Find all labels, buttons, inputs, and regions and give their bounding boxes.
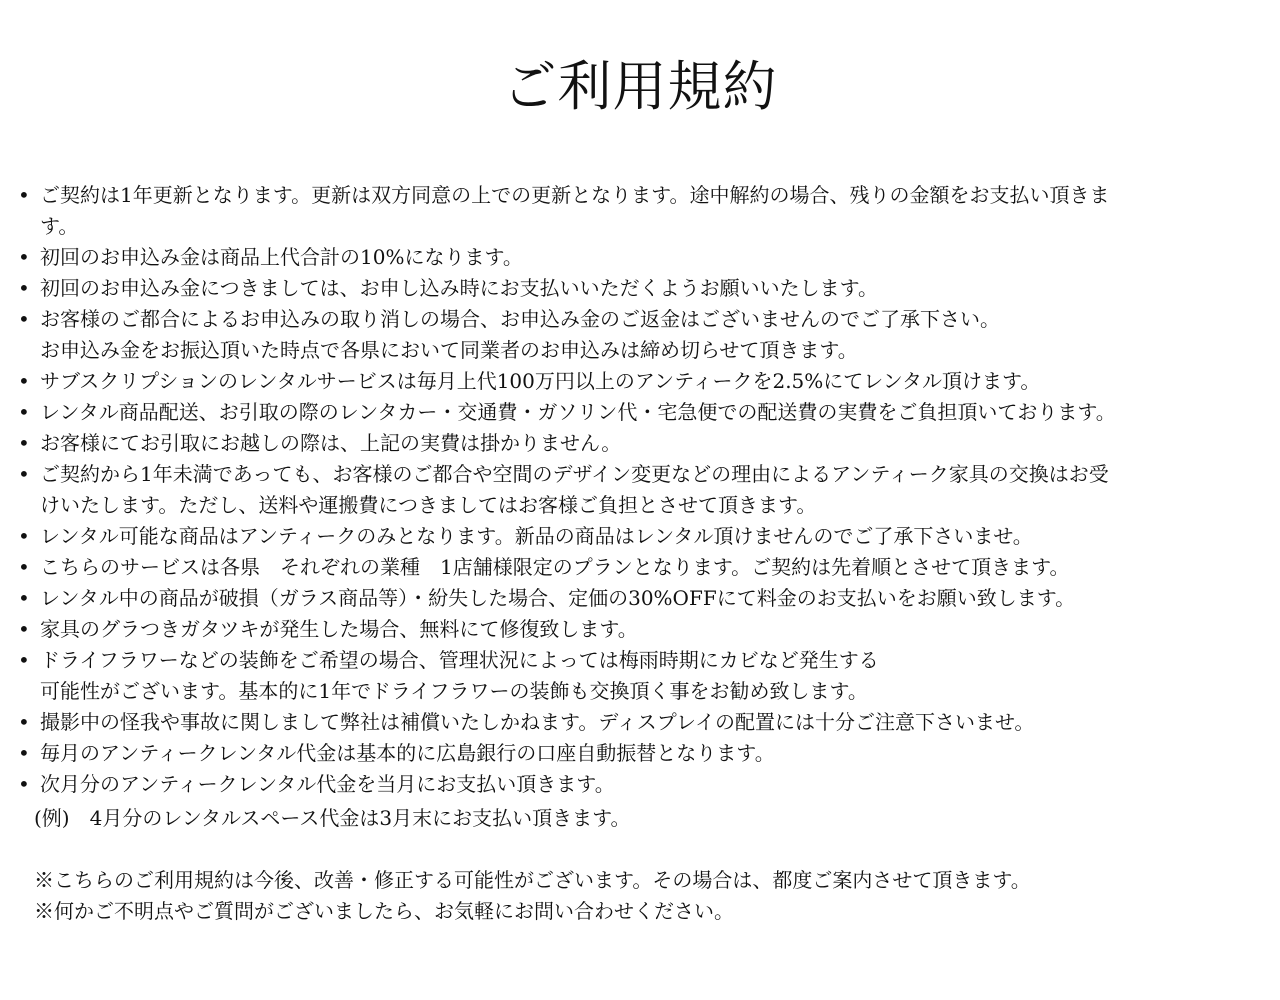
term-line: レンタル商品配送、お引取の際のレンタカー・交通費・ガソリン代・宅急便での配送費の実費をご負担頂いております。 (40, 400, 1116, 424)
term-line: お客様にてお引取にお越しの際は、上記の実費は掛かりません。 (40, 431, 622, 455)
bullet-icon: • (18, 741, 30, 765)
bullet-icon: • (18, 524, 30, 548)
term-line: 撮影中の怪我や事故に関しまして弊社は補償いたしかねます。ディスプレイの配置には十分ご注意下さいませ。 (40, 710, 1035, 734)
term-line: 初回のお申込み金は商品上代合計の10%になります。 (40, 245, 523, 269)
payment-example: (例) 4月分のレンタルスペース代金は3月末にお支払い頂きます。 (34, 806, 631, 830)
term-line: レンタル可能な商品はアンティークのみとなります。新品の商品はレンタル頂けませんのでご了承下さいませ。 (40, 524, 1033, 548)
bullet-icon: • (18, 772, 30, 796)
term-line: ドライフラワーなどの装飾をご希望の場合、管理状況によっては梅雨時期にカビなど発生する (40, 648, 879, 672)
bullet-icon: • (18, 710, 30, 734)
bullet-icon: • (18, 400, 30, 424)
term-line: 家具のグラつきガタツキが発生した場合、無料にて修復致します。 (40, 617, 638, 641)
term-item (14, 304, 1264, 366)
bullet-icon: • (18, 462, 30, 486)
bullet-icon: • (18, 369, 30, 393)
term-item (14, 738, 1264, 769)
bullet-icon: • (18, 245, 30, 269)
term-item (14, 428, 1264, 459)
bullet-icon: • (18, 307, 30, 331)
page-title: ご利用規約 (502, 55, 778, 118)
term-line: 初回のお申込み金につきましては、お申し込み時にお支払いいただくようお願いいたします。 (40, 276, 878, 300)
term-line: 次月分のアンティークレンタル代金を当月にお支払い頂きます。 (40, 772, 615, 796)
term-line: 可能性がございます。基本的に1年でドライフラワーの装飾も交換頂く事をお勧め致します。 (40, 679, 868, 703)
term-line: サブスクリプションのレンタルサービスは毎月上代100万円以上のアンティークを2.5%にてレンタル頂けます。 (40, 369, 1041, 393)
term-item (14, 552, 1264, 583)
term-item (14, 273, 1264, 304)
bullet-icon: • (18, 648, 30, 672)
bullet-icon: • (18, 617, 30, 641)
term-line: 毎月のアンティークレンタル代金は基本的に広島銀行の口座自動振替となります。 (40, 741, 775, 765)
bullet-icon: • (18, 183, 30, 207)
terms-list (14, 180, 1264, 800)
term-item (14, 242, 1264, 273)
term-line: ご契約から1年未満であっても、お客様のご都合や空間のデザイン変更などの理由によるアンティーク家具の交換はお受 (40, 462, 1109, 486)
term-line: こちらのサービスは各県 それぞれの業種 1店舗様限定のプランとなります。ご契約は先着順とさせて頂きます。 (40, 555, 1070, 579)
term-item (14, 521, 1264, 552)
term-item (14, 707, 1264, 738)
notes (34, 865, 1031, 927)
bullet-icon: • (18, 555, 30, 579)
term-item (14, 583, 1264, 614)
term-line: レンタル中の商品が破損（ガラス商品等）・紛失した場合、定価の30%OFFにて料金のお支払いをお願い致します。 (40, 586, 1076, 610)
bullet-icon: • (18, 586, 30, 610)
term-item (14, 769, 1264, 800)
term-line: お申込み金をお振込頂いた時点で各県において同業者のお申込みは締め切らせて頂きます。 (40, 338, 858, 362)
bullet-icon: • (18, 431, 30, 455)
term-item (14, 180, 1264, 242)
term-line: す。 (40, 214, 79, 238)
term-item (14, 614, 1264, 645)
term-item (14, 645, 1264, 707)
policy-change-note: ※こちらのご利用規約は今後、改善・修正する可能性がございます。その場合は、都度ご案内させて頂きます。 (34, 868, 1031, 892)
term-line: けいたします。ただし、送料や運搬費につきましてはお客様ご負担とさせて頂きます。 (40, 493, 817, 517)
bullet-icon: • (18, 276, 30, 300)
term-item (14, 397, 1264, 428)
term-line: ご契約は1年更新となります。更新は双方同意の上での更新となります。途中解約の場合、残りの金額をお支払い頂きま (40, 183, 1110, 207)
term-item (14, 459, 1264, 521)
term-item (14, 366, 1264, 397)
contact-note: ※何かご不明点やご質問がございましたら、お気軽にお問い合わせください。 (34, 899, 734, 923)
term-line: お客様のご都合によるお申込みの取り消しの場合、お申込み金のご返金はございませんのでご了承下さい。 (40, 307, 1000, 331)
